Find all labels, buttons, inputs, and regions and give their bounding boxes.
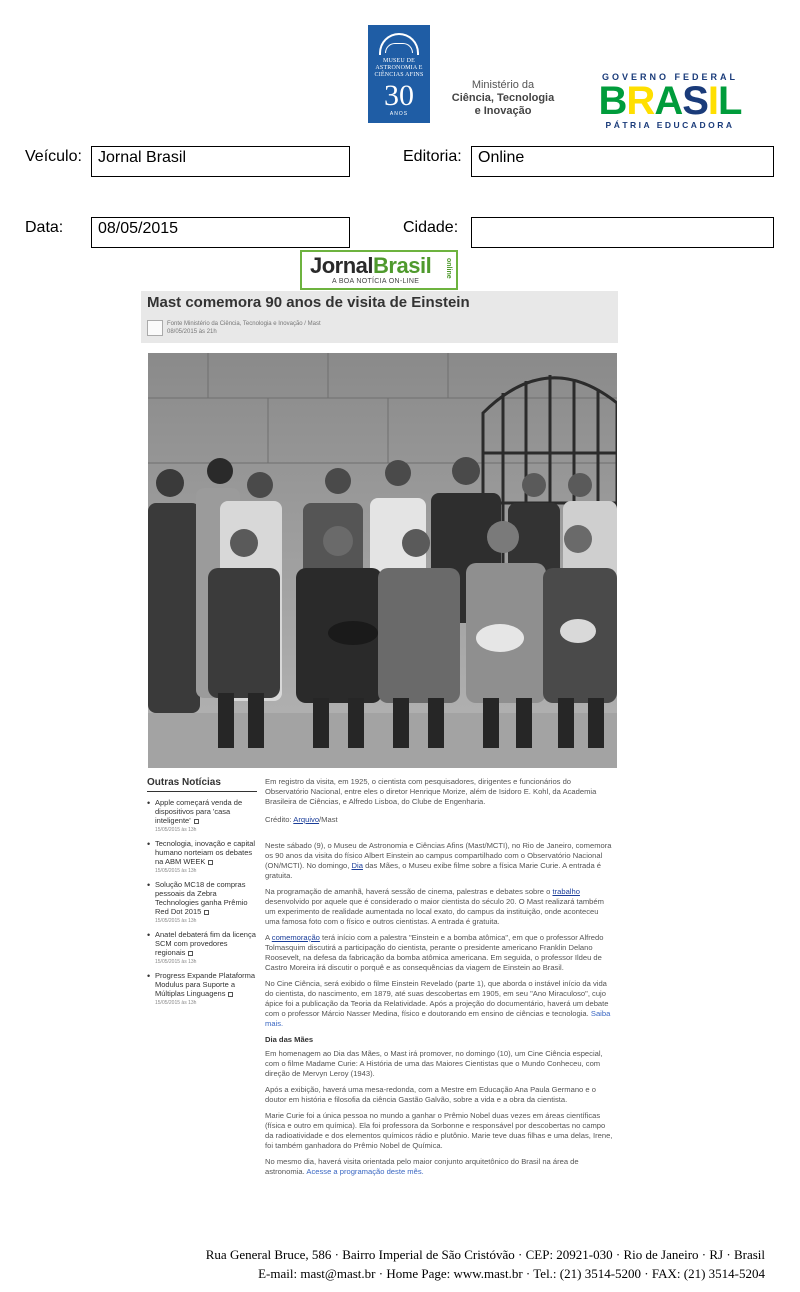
ministry-line-3: e Inovação	[474, 105, 532, 117]
paragraph-3	[265, 933, 615, 973]
photo-credit	[265, 815, 615, 825]
jornal-brasil-logo	[300, 250, 458, 290]
section-label: Editoria:	[403, 148, 462, 165]
other-news-heading: Outras Notícias	[147, 777, 257, 792]
share-icon	[194, 819, 199, 824]
list-item	[147, 971, 257, 1007]
credit-link[interactable]: Arquivo	[293, 815, 320, 824]
news-title: Anatel debaterá fim da licença SCM com provedores regionais	[155, 930, 256, 957]
article-header	[141, 291, 618, 343]
paragraph-6: Após a exibição, haverá uma mesa-redonda, com a Mestre em Educação Ana Paula Germano e o doutor em história e filosofia da ciência Gastão Galvão, sobre a vida e a obra da cientista.	[265, 1085, 596, 1104]
photo-caption: Em registro da visita, em 1925, o cientista com pesquisadores, dirigentes e funcionários do Observatório Nacional, entre eles o diretor Henrique Morize, além de Isidoro E. Kohl, da Academia Brasileira de Ciências, e Alfredo Lisboa, do Clube de Engenharia.	[265, 777, 597, 806]
date-field: 08/05/2015	[91, 217, 350, 248]
footer-contacts: E-mail: mast@mast.br · Home Page: www.mast.br · Tel.: (21) 3514-5200 · FAX: (21) 3514-5204	[258, 1266, 765, 1281]
news-title: Tecnologia, inovação e capital humano norteiam os debates na ABM WEEK	[155, 839, 256, 866]
paragraph-4	[265, 979, 615, 1029]
vehicle-label: Veículo:	[25, 148, 82, 165]
institution-footer	[0, 1245, 765, 1283]
saiba-mais-link[interactable]: Saiba mais.	[265, 1009, 611, 1028]
brasil-letter: L	[718, 79, 742, 123]
list-item	[147, 798, 257, 834]
other-news-sidebar	[147, 777, 257, 1012]
brasil-letter: R	[626, 79, 655, 123]
news-title: Apple começará venda de dispositivos para 'casa inteligente'	[155, 798, 243, 825]
source-avatar	[147, 320, 163, 336]
news-date: 15/05/2015 às 13h	[155, 959, 197, 965]
government-brasil-logo	[586, 72, 754, 130]
article-body	[265, 777, 615, 1183]
paragraph-1-text-a: Neste sábado (9), o Museu de Astronomia e Ciências Afins (Mast/MCTI), no Rio de Janeiro, comemora os 90 anos da visita do físico Albert Einstein ao campus compartilhado com o Observatório Nacional (ON/MCTI). No domingo,	[265, 841, 612, 870]
observatory-dome-icon	[379, 33, 419, 55]
ministry-line-2: Ciência, Tecnologia	[451, 92, 555, 104]
jornal-brasil-tagline: A BOA NOTÍCIA ON-LINE	[332, 278, 420, 285]
news-date: 15/05/2015 às 13h	[155, 1000, 197, 1006]
paragraph-1-text-b: das Mães, o Museu exibe filme sobre a física Marie Curie. A entrada é gratuita.	[265, 861, 602, 880]
list-item	[147, 839, 257, 875]
news-date: 15/05/2015 às 13h	[155, 918, 197, 924]
trabalho-link[interactable]: trabalho	[552, 887, 580, 896]
credit-label: Crédito:	[265, 815, 292, 824]
other-news-list	[147, 798, 257, 1007]
list-item	[147, 930, 257, 966]
group-photo-image	[148, 353, 617, 768]
dia-link[interactable]: Dia	[351, 861, 363, 870]
article-meta	[167, 320, 321, 336]
brasil-letter: B	[598, 79, 627, 123]
city-field	[471, 217, 774, 248]
government-bottom-text: PÁTRIA EDUCADORA	[605, 120, 735, 130]
share-icon	[188, 951, 193, 956]
paragraph-1	[265, 841, 615, 881]
share-icon	[204, 910, 209, 915]
city-label: Cidade:	[403, 219, 459, 236]
jornal-brasil-name	[310, 253, 431, 279]
brasil-letter: I	[707, 79, 719, 123]
share-icon	[208, 860, 213, 865]
paragraph-8	[265, 1157, 615, 1177]
section-field: Online	[471, 146, 774, 177]
paragraph-4-text: No Cine Ciência, será exibido o filme Einstein Revelado (parte 1), que aborda o instável início da vida do cientista, do nascimento, em 1879, até suas descobertas em 1905, em seu "Ano Miraculoso", cujo ápice foi a publicação da Teoria da Relatividade. Após a projeção do documentário, haverá um debate com o professor Márcio Nasser Medina, físico e doutorando em ensino de ciências e tecnologia.	[265, 979, 609, 1018]
government-top-text: GOVERNO FEDERAL	[601, 72, 738, 82]
jornal-brasil-name-part2: Brasil	[373, 253, 432, 278]
ministry-logo	[430, 79, 576, 118]
news-date: 15/05/2015 às 13h	[155, 827, 197, 833]
share-icon	[228, 992, 233, 997]
brasil-letter: A	[654, 79, 683, 123]
paragraph-2-text-a: Na programação de amanhã, haverá sessão de cinema, palestras e debates sobre o	[265, 887, 551, 896]
mast-logo-name: MUSEU DE ASTRONOMIA E CIÊNCIAS AFINS	[374, 58, 424, 78]
news-title: Solução MC18 de compras pessoais da Zebra Technologies ganha Prêmio Red Dot 2015	[155, 880, 248, 916]
article-source: Fonte Ministério da Ciência, Tecnologia e Inovação / Mast	[167, 321, 321, 327]
paragraph-8-text: No mesmo dia, haverá visita orientada pelo maior conjunto arquitetônico do Brasil na área de astronomia.	[265, 1157, 579, 1176]
paragraph-5: Em homenagem ao Dia das Mães, o Mast irá promover, no domingo (10), um Cine Ciência especial, com o filme Madame Curie: A História de uma das Maiores Cientistas que o Mundo Conheceu, com direção de Mervyn Leroy (1943).	[265, 1049, 603, 1078]
list-item	[147, 880, 257, 925]
paragraph-2	[265, 887, 615, 927]
programacao-link[interactable]: Acesse a programação deste mês.	[306, 1167, 424, 1176]
mast-logo-number: 30	[384, 79, 414, 112]
comemoracao-link[interactable]: comemoração	[271, 933, 320, 942]
jornal-brasil-name-part1: Jornal	[310, 253, 374, 278]
ministry-line-1: Ministério da	[471, 79, 535, 91]
news-clipping	[141, 291, 618, 1231]
historic-group-photo	[148, 353, 617, 768]
mothers-day-heading: Dia das Mães	[265, 1035, 314, 1044]
date-label: Data:	[25, 219, 64, 236]
paragraph-3-text-a: A	[265, 933, 270, 942]
footer-address: Rua General Bruce, 586 · Bairro Imperial de São Cristóvão · CEP: 20921-030 · Rio de Janeiro · RJ · Brasil	[205, 1247, 765, 1262]
article-title: Mast comemora 90 anos de visita de Einstein	[147, 294, 470, 311]
brasil-letter: S	[682, 79, 708, 123]
jornal-brasil-online-label: online	[445, 258, 452, 279]
brasil-wordmark	[586, 79, 754, 123]
credit-rest: /Mast	[319, 815, 338, 824]
paragraph-7: Marie Curie foi a única pessoa no mundo a ganhar o Prêmio Nobel duas vezes em áreas científicas (física e outro em química). Ela foi professora da Sorbonne e responsável por descobertas no campo da radioatividade e dos elementos químicos rádio e plutônio. Marie teve duas filhas e uma delas, Irene, foi também ganhadora do Prêmio Nobel de Química.	[265, 1111, 613, 1150]
mast-logo-suffix: ANOS	[389, 111, 409, 117]
paragraph-3-text-b: terá início com a palestra "Einstein e a bomba atômica", em que o professor Alfredo Tolmasquim discutirá a participação do cientista, perante o presidente americano Franklin Delano Roosevelt, na defesa da fabricação da bomba atômica americana. Em seguida, o professor Ildeu de Castro Moreira irá discutir o porquê e as consequências da viagem de Einstein ao Brasil.	[265, 933, 604, 972]
news-date: 15/05/2015 às 13h	[155, 868, 197, 874]
paragraph-2-text-b: desenvolvido por aquele que é considerado o maior cientista do século 20. O Mast realizará também um experimento de realidade aumentada no local exato, do campus da instituição, onde aconteceu uma famosa foto com o físico e outros cientistas. A entrada é gratuita.	[265, 897, 604, 926]
article-date: 08/05/2015 às 21h	[167, 329, 217, 335]
vehicle-field: Jornal Brasil	[91, 146, 350, 177]
news-title: Progress Expande Plataforma Modulus para Suporte a Múltiplas Linguagens	[155, 971, 256, 998]
mast-30-years-logo	[368, 25, 430, 123]
